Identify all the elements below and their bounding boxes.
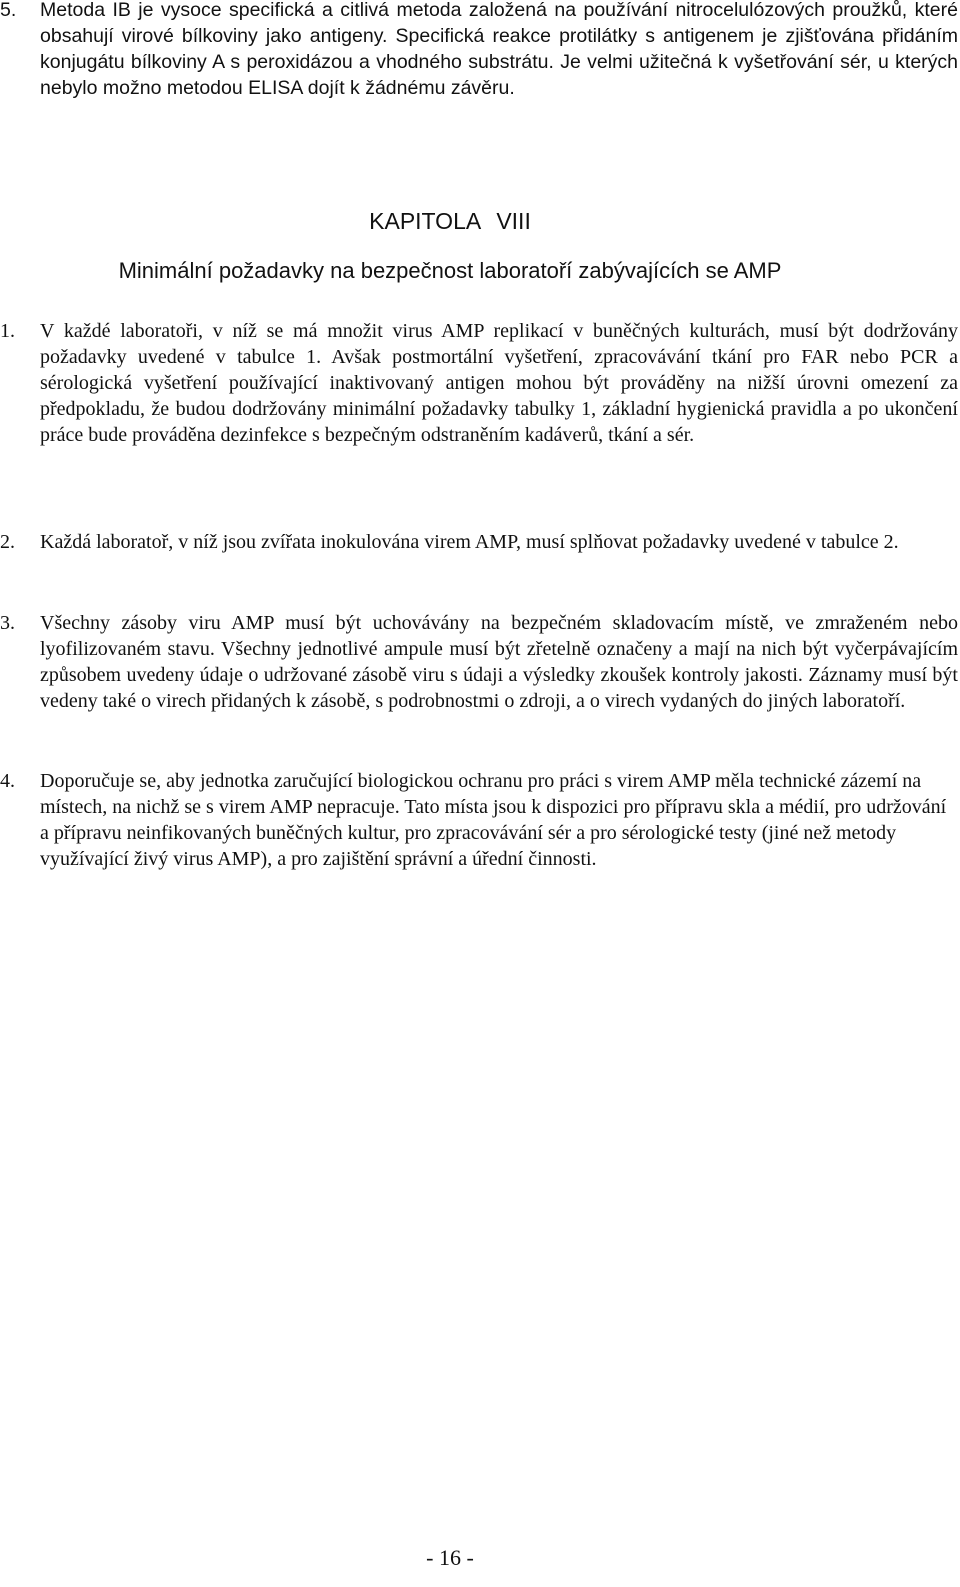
item-text: Metoda IB je vysoce specifická a citlivá metoda založená na používání nitrocelulózových proužků, které obsahují virové bílkoviny jako antigeny. Specifická reakce protilátky s antigenem je zjišťována přidáním konjugátu bílkoviny A s peroxidázou a vhodného substrátu. Je velmi užitečná k vyšetřování sér, u kterých nebylo možno metodou ELISA dojít k žádnému závěru. [40, 0, 958, 99]
page-number: - 16 - [426, 1545, 474, 1570]
item-text: V každé laboratoři, v níž se má množit virus AMP replikací v buněčných kulturách, musí být dodržovány požadavky uvedené v tabulce 1. Avšak postmortální vyšetření, zpracovávání tkání pro FAR nebo PCR a sérologická vyšetření používající inaktivovaný antigen mohou být prováděny na nižší úrovni omezení za předpokladu, že budou dodržovány minimální požadavky tabulky 1, základní hygienická pravidla a po ukončení práce bude prováděna dezinfekce s bezpečným odstraněním kadáverů, tkání a sér. [40, 320, 958, 446]
list-item-3 [0, 610, 958, 714]
list-item-5 [0, 0, 958, 101]
chapter-subtitle: Minimální požadavky na bezpečnost laboratoří zabývajících se AMP [118, 258, 782, 283]
list-item-2 [0, 529, 958, 555]
item-number: 2. [0, 531, 15, 553]
item-number: 5. [0, 0, 17, 21]
item-text: Doporučuje se, aby jednotka zaručující biologickou ochranu pro práci s virem AMP měla technické zázemí na místech, na nichž se s virem AMP nepracuje. Tato místa jsou k dispozici pro přípravu skla a médií, pro udržování a přípravu neinfikovaných buněčných kultur, pro zpracovávání sér a pro sérologické testy (jiné než metody využívající živý virus AMP), a pro zajištění správní a úřední činnosti. [40, 770, 947, 870]
item-text: Každá laboratoř, v níž jsou zvířata inokulována virem AMP, musí splňovat požadavky uvedené v tabulce 2. [40, 531, 899, 553]
item-number: 4. [0, 770, 15, 792]
list-item-4 [0, 768, 958, 872]
item-text: Všechny zásoby viru AMP musí být uchovávány na bezpečném skladovacím místě, ve zmraženém nebo lyofilizovaném stavu. Všechny jednotlivé ampule musí být zřetelně označeny a mají na nich být vyčerpávajícím způsobem uvedeny údaje o udržované zásobě viru s údaji a výsledky zkoušek kontroly jakosti. Záznamy musí být vedeny také o virech přidaných k zásobě, s podrobnostmi o zdroji, a o virech vydaných do jiných laboratoří. [40, 612, 958, 712]
item-number: 1. [0, 320, 15, 342]
item-number: 3. [0, 612, 15, 634]
chapter-heading: KAPITOLA VIII [369, 208, 531, 234]
list-item-1 [0, 318, 958, 448]
